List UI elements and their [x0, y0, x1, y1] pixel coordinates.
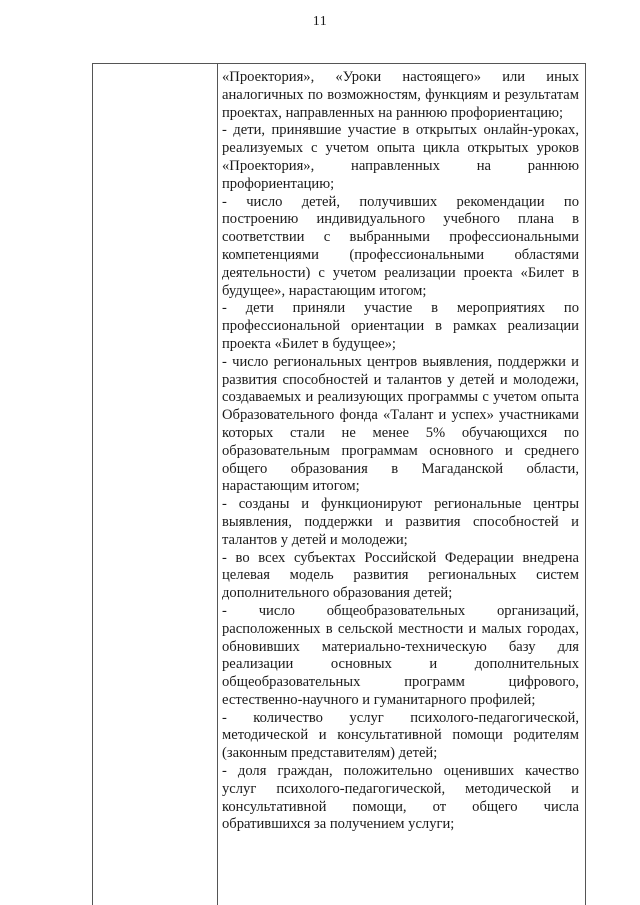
cell-paragraph-5: - число региональных центров выявления, поддержки и развития способностей и талантов у детей и молодежи, создаваемых и реализующих программы с учетом опыта Образовательного фонда «Талант и успех» участниками которых стали не менее 5% обучающихся по образовательным программам основного и среднего общего образования в Магаданской области, нарастающим итогом; — [222, 353, 579, 495]
cell-paragraph-10: - доля граждан, положительно оценивших качество услуг психолого-педагогической, методической и консультативной помощи, от общего числа обратившихся за получением услуги; — [222, 763, 579, 833]
cell-paragraph-4: - дети приняли участие в мероприятиях по профессиональной ориентации в рамках реализации проекта «Билет в будущее»; — [222, 300, 579, 352]
cell-paragraph-6: - созданы и функционируют региональные центры выявления, поддержки и развития способностей и талантов у детей и молодежи; — [222, 496, 579, 548]
cell-paragraph-9: - количество услуг психолого-педагогической, методической и консультативной помощи родителям (законным представителям) детей; — [222, 709, 579, 762]
cell-paragraph-8: - число общеобразовательных организаций, расположенных в сельской местности и малых городах, обновивших материально-техническую базу для реализации основных и дополнительных общеобразовательных программ цифрового, естественно-научного и гуманитарного профилей; — [222, 602, 579, 708]
table-column-divider — [217, 63, 218, 905]
cell-paragraph-2: - дети, принявшие участие в открытых онлайн-уроках, реализуемых с учетом опыта цикла открытых уроков «Проектория», направленных на раннюю профориентацию; — [222, 122, 579, 192]
cell-paragraph-1: «Проектория», «Уроки настоящего» или иных аналогичных по возможностям, функциям и результатам проектах, направленных на раннюю профориентацию; — [222, 69, 579, 121]
table-cell-content — [222, 69, 579, 834]
page-number: 11 — [312, 14, 328, 29]
cell-paragraph-7: - во всех субъектах Российской Федерации внедрена целевая модель развития региональных систем дополнительного образования детей; — [222, 549, 579, 602]
cell-paragraph-3: - число детей, получивших рекомендации по построению индивидуального учебного плана в соответствии с выбранными профессиональными компетенциями (профессиональными областями деятельности) с учетом реализации проекта «Билет в будущее», нарастающим итогом; — [222, 193, 579, 299]
